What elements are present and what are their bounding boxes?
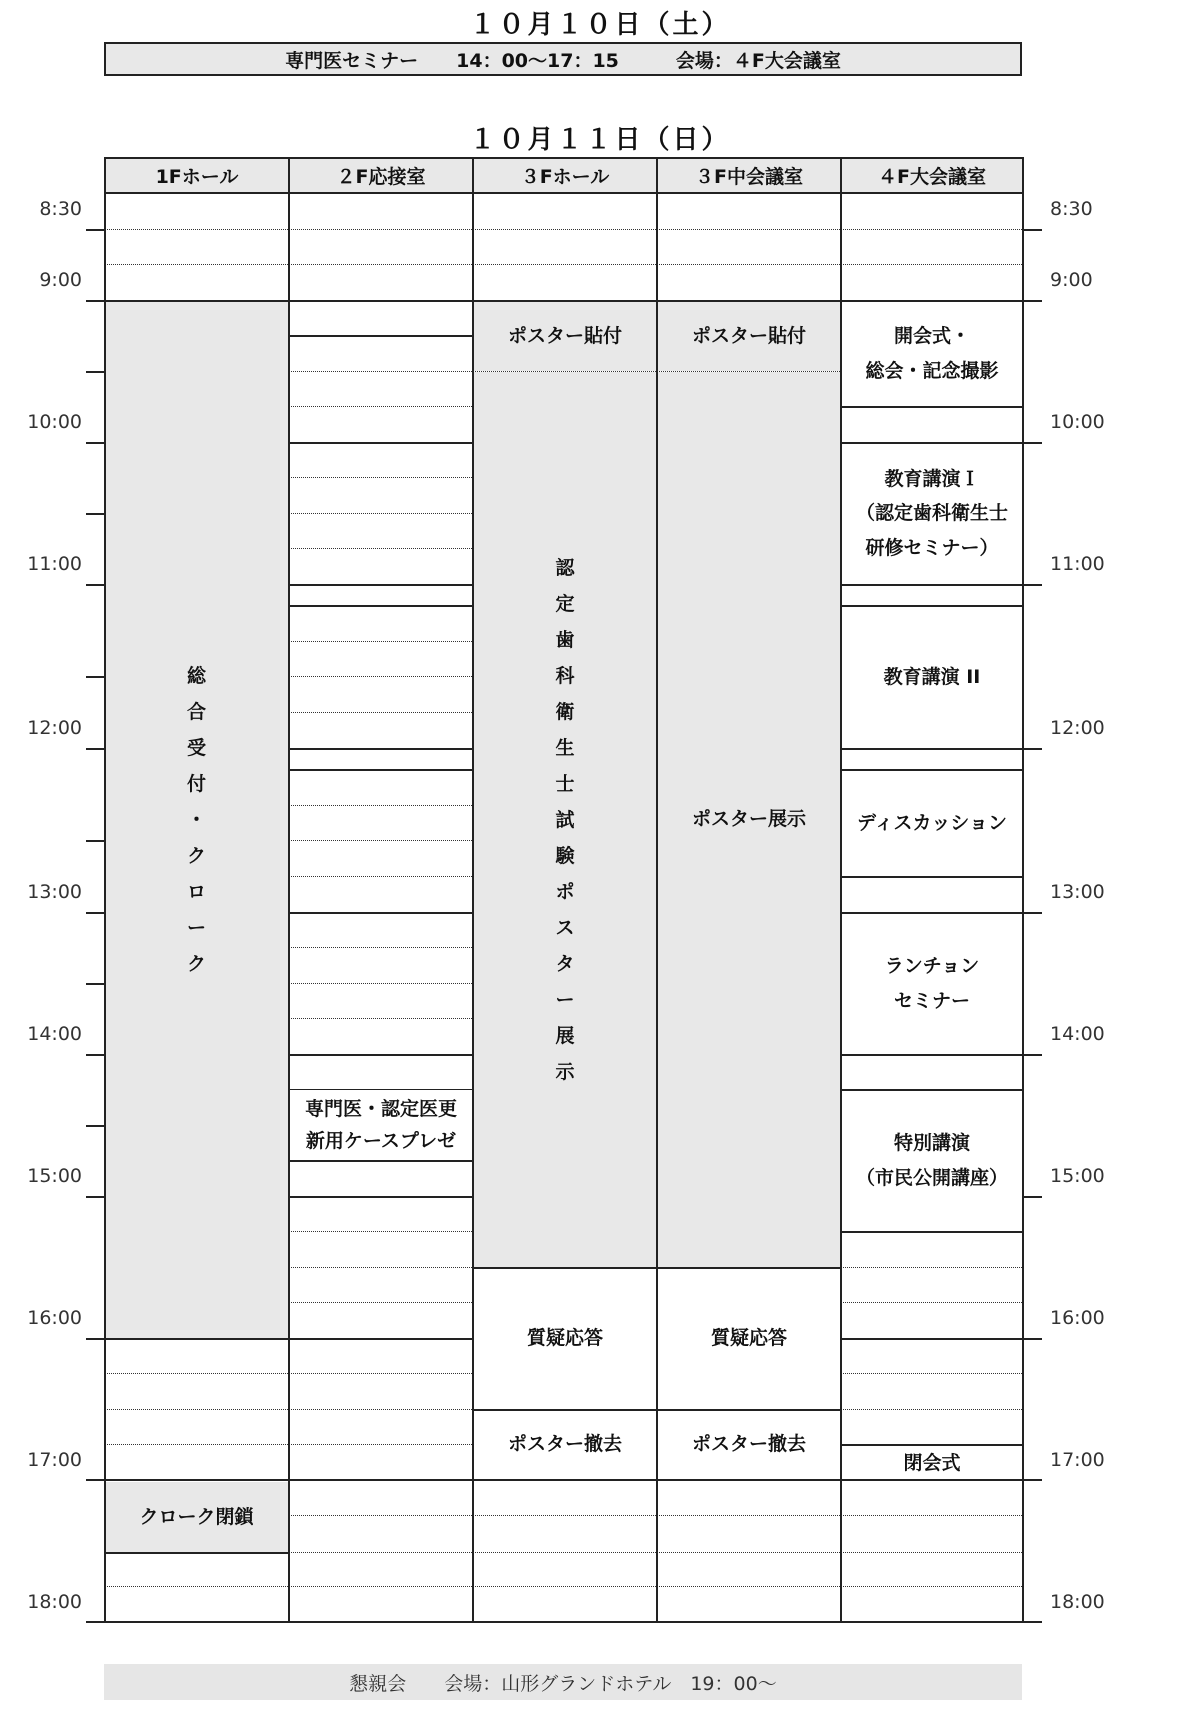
c5-line-11 xyxy=(840,1231,1022,1233)
time-left-9-00: 9:00 xyxy=(39,269,82,291)
room-header-1f-hall: 1Fホール xyxy=(104,157,290,194)
c5-dot-1 xyxy=(840,1267,1022,1268)
c2-dot-10 xyxy=(288,840,472,841)
opening-line2: 総会・記念撮影 xyxy=(865,359,999,382)
dot-8-45 xyxy=(104,264,1022,265)
c2-dot-11 xyxy=(288,876,472,877)
exhibit-char: ス xyxy=(555,916,575,939)
c2-dot-17 xyxy=(288,1302,472,1303)
tick-right-12-00 xyxy=(1022,748,1042,750)
hall3-poster-removal xyxy=(474,1410,656,1479)
hall1-reception-block xyxy=(105,301,288,1339)
case-presentation-line2: 新用ケースプレゼ xyxy=(305,1130,457,1152)
c2-dot-9 xyxy=(288,805,472,806)
c5-dot-2 xyxy=(840,1302,1022,1303)
reception-party-text: 懇親会 会場：山形グランドホテル 19：00～ xyxy=(349,1672,777,1695)
luncheon-line1: ランチョン xyxy=(884,955,980,978)
time-right-18-00: 18:00 xyxy=(1050,1591,1105,1613)
closing-label: 閉会式 xyxy=(903,1451,961,1474)
reception-char: 合 xyxy=(186,701,206,723)
c2-line-8 xyxy=(288,1054,472,1056)
dot-8-30 xyxy=(104,229,1022,230)
saturday-title: １０月１０日（土） xyxy=(469,10,731,40)
time-left-17-00: 17:00 xyxy=(27,1449,82,1471)
c5-line-5 xyxy=(840,748,1022,750)
c1-line-17-30 xyxy=(104,1552,288,1554)
exhibit-char: 展 xyxy=(555,1024,575,1047)
midroom3-qa-label: 質疑応答 xyxy=(710,1327,787,1350)
exhibit-char: 士 xyxy=(555,772,575,795)
room-header-2f-reception: ２F応接室 xyxy=(288,157,474,194)
reception-char: 付 xyxy=(186,773,206,795)
reception-party-bar xyxy=(104,1664,1022,1700)
vline-1 xyxy=(104,194,106,1622)
luncheon-seminar xyxy=(842,913,1022,1054)
tick-right-13-00 xyxy=(1022,912,1042,914)
case-presentation-line1: 専門医・認定医更 xyxy=(304,1097,457,1120)
time-right-17-00: 17:00 xyxy=(1050,1449,1105,1471)
time-right-14-00: 14:00 xyxy=(1050,1023,1105,1045)
tick-left-15-00 xyxy=(86,1196,104,1198)
time-left-16-00: 16:00 xyxy=(27,1307,82,1329)
midroom3-exhibit-block xyxy=(658,372,840,1267)
c2-dot-19 xyxy=(288,1409,472,1410)
c2-dot-1 xyxy=(288,371,472,372)
education-lecture-2 xyxy=(842,606,1022,748)
midroom3-poster-setup-label: ポスター貼付 xyxy=(691,324,806,347)
special-lecture xyxy=(842,1090,1022,1231)
tick-left-16-00 xyxy=(86,1338,104,1340)
reception-char: ク xyxy=(186,845,206,867)
c2-dot-6 xyxy=(288,641,472,642)
time-right-12-00: 12:00 xyxy=(1050,717,1105,739)
tick-left-8-30 xyxy=(86,229,104,231)
c2-line-6 xyxy=(288,769,472,771)
time-right-15-00: 15:00 xyxy=(1050,1165,1105,1187)
c2-dot-7 xyxy=(288,676,472,677)
discussion-label: ディスカッション xyxy=(857,811,1007,834)
lecture1-line1: 教育講演Ｉ xyxy=(884,468,980,491)
c2-line-1 xyxy=(288,335,472,337)
tick-right-10-00 xyxy=(1022,442,1042,444)
tick-left-12-00 xyxy=(86,748,104,750)
dot-17-45 xyxy=(288,1586,1022,1587)
c2-dot-8 xyxy=(288,712,472,713)
tick-left-12-30 xyxy=(86,840,104,842)
tick-left-10-30 xyxy=(86,513,104,515)
hall3-qa-label: 質疑応答 xyxy=(526,1327,603,1350)
reception-char: ・ xyxy=(186,809,206,831)
reception-char: ロ xyxy=(186,881,206,903)
opening-line1: 開会式・ xyxy=(893,325,970,348)
midroom3-poster-removal xyxy=(658,1410,840,1479)
room-header-3f-midroom: ３F中会議室 xyxy=(656,157,842,194)
hall3-poster-removal-label: ポスター撤去 xyxy=(507,1433,622,1456)
tick-left-9-30 xyxy=(86,371,104,373)
time-right-8-30: 8:30 xyxy=(1050,198,1093,220)
room-header-3f-hall: ３Fホール xyxy=(472,157,658,194)
exhibit-char: 試 xyxy=(555,808,575,831)
vline-6 xyxy=(1022,194,1024,1622)
c2-line-5 xyxy=(288,748,472,750)
midroom3-qa xyxy=(658,1268,840,1409)
c5-line-7 xyxy=(840,876,1022,878)
lecture1-line3: 研修セミナー） xyxy=(865,536,999,559)
c2-dot-2 xyxy=(288,406,472,407)
dot-17-15 xyxy=(288,1515,1022,1516)
tick-right-15-00 xyxy=(1022,1196,1042,1198)
reception-char: 受 xyxy=(186,737,206,759)
hall3-poster-setup-label: ポスター貼付 xyxy=(507,324,622,347)
exhibit-char: 験 xyxy=(555,844,575,867)
c2-dot-16 xyxy=(288,1267,472,1268)
c2-dot-12 xyxy=(288,947,472,948)
education-lecture-1 xyxy=(842,443,1022,584)
time-left-12-00: 12:00 xyxy=(27,717,82,739)
reception-vertical-text xyxy=(187,658,206,982)
exhibit-char: 生 xyxy=(555,736,575,759)
luncheon-line2: セミナー xyxy=(893,989,970,1012)
c2-line-7 xyxy=(288,912,472,914)
lecture1-line2: （認定歯科衛生士 xyxy=(855,502,1008,525)
tick-left-13-00 xyxy=(86,912,104,914)
dot-17-30 xyxy=(288,1552,1022,1553)
c2-dot-4 xyxy=(288,513,472,514)
line-18-00 xyxy=(86,1621,1042,1623)
c2-dot-20 xyxy=(288,1444,472,1445)
c2-line-3 xyxy=(288,584,472,586)
tick-left-14-30 xyxy=(86,1125,104,1127)
c2-dot-5 xyxy=(288,548,472,549)
tick-left-13-30 xyxy=(86,983,104,985)
c2-dot-13 xyxy=(288,983,472,984)
c2-line-10 xyxy=(288,1160,472,1162)
hall3-qa xyxy=(474,1268,656,1409)
exhibit-char: 定 xyxy=(555,592,575,615)
cloak-close-block xyxy=(105,1482,288,1552)
lecture2-label: 教育講演 II xyxy=(883,665,981,688)
time-right-9-00: 9:00 xyxy=(1050,269,1093,291)
case-presentation-block xyxy=(290,1090,472,1160)
exhibit-char: 衛 xyxy=(555,700,575,723)
time-right-13-00: 13:00 xyxy=(1050,881,1105,903)
sunday-title: １０月１１日（日） xyxy=(469,125,731,155)
tick-left-11-30 xyxy=(86,676,104,678)
reception-char: ク xyxy=(186,953,206,975)
time-left-10-00: 10:00 xyxy=(27,411,82,433)
tick-left-10-00 xyxy=(86,442,104,444)
time-left-14-00: 14:00 xyxy=(27,1023,82,1045)
vline-2 xyxy=(288,194,290,1622)
tick-right-16-00 xyxy=(1022,1338,1042,1340)
tick-right-8-30 xyxy=(1022,229,1042,231)
time-left-13-00: 13:00 xyxy=(27,881,82,903)
vline-5 xyxy=(840,194,842,1622)
c5-dot-4 xyxy=(840,1409,1022,1410)
c1-dot-16-15 xyxy=(104,1373,288,1374)
c5-line-1 xyxy=(840,406,1022,408)
time-left-15-00: 15:00 xyxy=(27,1165,82,1187)
tick-left-14-00 xyxy=(86,1054,104,1056)
c1-dot-16-45 xyxy=(104,1444,288,1445)
c5-dot-3 xyxy=(840,1373,1022,1374)
exhibit-char: 認 xyxy=(555,556,575,579)
hall3-poster-setup xyxy=(474,301,656,371)
tick-left-11-00 xyxy=(86,584,104,586)
c2-line-4 xyxy=(288,605,472,607)
c2-dot-14 xyxy=(288,1018,472,1019)
exhibit-char: ポ xyxy=(555,880,575,903)
c5-line-12 xyxy=(840,1338,1022,1340)
exhibit-vertical-text xyxy=(555,550,574,1090)
c2-dot-3 xyxy=(288,477,472,478)
tick-right-11-00 xyxy=(1022,584,1042,586)
c5-line-3 xyxy=(840,584,1022,586)
exhibit-char: 歯 xyxy=(555,628,575,651)
midroom3-poster-setup xyxy=(658,301,840,371)
midroom3-exhibit-label: ポスター展示 xyxy=(691,808,806,831)
tick-right-14-00 xyxy=(1022,1054,1042,1056)
c2-line-2 xyxy=(288,442,472,444)
c2-dot-15 xyxy=(288,1231,472,1232)
exhibit-char: 示 xyxy=(555,1060,575,1083)
time-left-8-30: 8:30 xyxy=(39,198,82,220)
exhibit-char: 科 xyxy=(555,664,575,687)
c2-line-12 xyxy=(288,1338,472,1340)
saturday-seminar-text: 専門医セミナー 14：00～17：15 会場：４F大会議室 xyxy=(285,49,841,72)
c5-line-9 xyxy=(840,1054,1022,1056)
special-line2: （市民公開講座） xyxy=(855,1166,1008,1189)
time-right-10-00: 10:00 xyxy=(1050,411,1105,433)
c1-dot-17-45 xyxy=(104,1586,288,1587)
special-line1: 特別講演 xyxy=(893,1132,970,1155)
c2-dot-18 xyxy=(288,1373,472,1374)
exhibit-char: ー xyxy=(555,988,575,1011)
exhibit-char: タ xyxy=(555,952,575,975)
time-right-16-00: 16:00 xyxy=(1050,1307,1105,1329)
c1-dot-16-30 xyxy=(104,1409,288,1410)
reception-char: ー xyxy=(186,917,206,939)
c2-line-11 xyxy=(288,1196,472,1198)
hall3-exhibit-block xyxy=(474,372,656,1267)
opening-ceremony xyxy=(842,301,1022,406)
discussion xyxy=(842,770,1022,876)
time-left-18-00: 18:00 xyxy=(27,1591,82,1613)
time-left-11-00: 11:00 xyxy=(27,553,82,575)
closing-ceremony xyxy=(842,1446,1022,1480)
time-right-11-00: 11:00 xyxy=(1050,553,1105,575)
midroom3-poster-removal-label: ポスター撤去 xyxy=(691,1433,806,1456)
reception-char: 総 xyxy=(186,665,206,687)
c1-line-16-00 xyxy=(104,1338,288,1340)
room-header-4f-bigroom: ４F大会議室 xyxy=(840,157,1024,194)
cloak-close-label: クローク閉鎖 xyxy=(139,1505,254,1528)
